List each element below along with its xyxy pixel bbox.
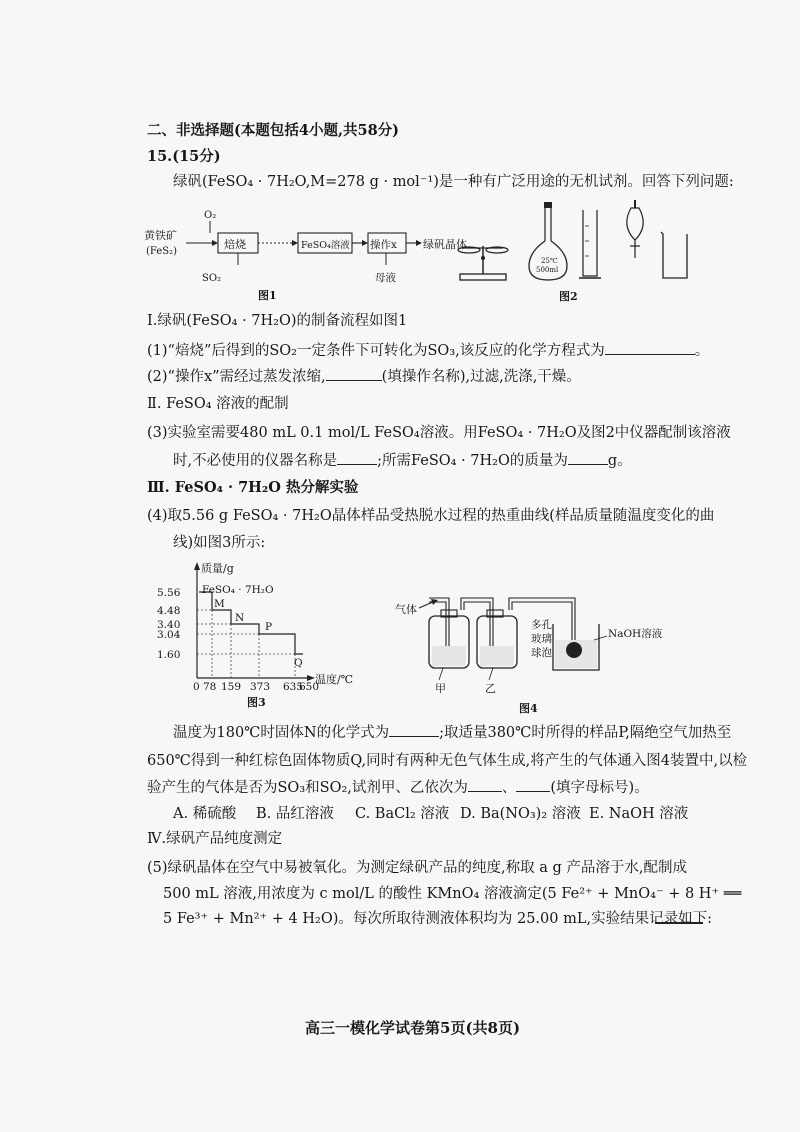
figure2-instruments	[455, 196, 695, 306]
q1-end: 。	[694, 343, 710, 359]
y-axis-label: 质量/g	[201, 562, 234, 575]
x-tick-label: 0	[193, 681, 200, 693]
solution-label: FeSO₄溶液	[301, 240, 350, 251]
q4-option-b: B. 品红溶液	[256, 806, 334, 822]
figure4-caption: 图4	[519, 702, 538, 715]
volumetric-flask-icon	[529, 202, 567, 280]
porous-label-3: 球泡	[531, 647, 552, 659]
y-tick-label: 5.56	[157, 587, 181, 599]
q1-answer-blank[interactable]	[605, 354, 695, 355]
series-label: FeSO₄ · 7H₂O	[202, 584, 274, 596]
x-tick-label: 650	[299, 681, 320, 693]
beaker-icon	[661, 232, 687, 278]
separatory-funnel-icon	[627, 200, 643, 258]
jia-label: 甲	[435, 682, 446, 695]
q2-stem: (2)“操作x”需经过蒸发浓缩,	[147, 369, 326, 385]
x-tick-label: 635	[283, 681, 304, 693]
gas-label: 气体	[395, 603, 417, 616]
x-tick-label: 159	[221, 681, 242, 693]
q4-line1: (4)取5.56 g FeSO₄ · 7H₂O晶体样品受热脱水过程的热重曲线(样品质量随温度变化的曲	[147, 508, 715, 524]
q4-option-a: A. 稀硫酸	[173, 806, 237, 822]
porous-bulb-icon	[566, 642, 582, 658]
q5-line3: 5 Fe³⁺ + Mn²⁺ + 4 H₂O)。每次所取待测液体积均为 25.00 mL,实验结果记录如下:	[163, 911, 712, 927]
naoh-beaker	[553, 624, 599, 670]
operation-label: 操作x	[370, 239, 397, 251]
q5-line1: (5)绿矾晶体在空气中易被氧化。为测定绿矾产品的纯度,称取 a g 产品溶于水,配制成	[147, 860, 688, 876]
bottle-yi	[477, 610, 517, 668]
ore-formula: (FeS₂)	[146, 246, 177, 257]
q4-reagent-jia-blank[interactable]	[468, 791, 502, 792]
balance-icon	[458, 246, 508, 280]
q4-stem-c: 验产生的气体是否为SO₃和SO₂,试剂甲、乙依次为	[147, 780, 468, 796]
q3-instrument-blank[interactable]	[337, 464, 377, 465]
q4-option-d: D. Ba(NO₃)₂ 溶液	[460, 806, 581, 822]
arrow-head	[212, 240, 218, 246]
q3-unit: g。	[607, 453, 632, 469]
part4-heading: Ⅳ.绿矾产品纯度测定	[147, 831, 283, 847]
q4-line2: 线)如图3所示:	[173, 535, 266, 551]
section-heading: 二、非选择题(本题包括4小题,共58分)	[147, 122, 400, 139]
q4-option-c: C. BaCl₂ 溶液	[355, 806, 450, 822]
figure4-apparatus	[393, 586, 698, 716]
q2-answer-blank[interactable]	[326, 380, 382, 381]
figure2-caption: 图2	[559, 290, 578, 303]
figure3-chart	[155, 560, 380, 710]
q4-option-e: E. NaOH 溶液	[589, 806, 689, 822]
q4-reagent-yi-blank[interactable]	[516, 791, 550, 792]
porous-label-2: 玻璃	[531, 633, 552, 645]
q4-cont-line3	[147, 778, 649, 798]
q4-stem-a: 温度为180℃时固体N的化学式为	[173, 725, 390, 741]
q4-formula-blank[interactable]	[389, 736, 439, 737]
o2-label: O₂	[204, 210, 217, 221]
graduated-cylinder-icon	[579, 210, 601, 278]
point-label-p: P	[265, 621, 273, 633]
roast-label: 焙烧	[224, 238, 246, 251]
point-label-n: N	[235, 612, 245, 624]
y-tick-label: 3.40	[157, 619, 181, 631]
page-footer: 高三一模化学试卷第5页(共8页)	[305, 1019, 521, 1037]
q1-stem: (1)“焙烧”后得到的SO₂一定条件下可转化为SO₃,该反应的化学方程式为	[147, 343, 605, 359]
q3-line1: (3)实验室需要480 mL 0.1 mol/L FeSO₄溶液。用FeSO₄ · 7H₂O及图2中仪器配制该溶液	[147, 425, 731, 441]
x-tick-label: 78	[203, 681, 217, 693]
q1-text	[147, 341, 709, 361]
part3-heading: Ⅲ. FeSO₄ · 7H₂O 热分解实验	[147, 479, 359, 496]
so2-label: SO₂	[202, 273, 222, 284]
q4-sep: 、	[501, 780, 517, 796]
flask-volume: 500ml	[536, 266, 559, 274]
q3-mass-blank[interactable]	[568, 464, 608, 465]
y-tick-label: 4.48	[157, 605, 181, 617]
q3-stem-b: ;所需FeSO₄ · 7H₂O的质量为	[377, 453, 568, 469]
naoh-label: NaOH溶液	[608, 628, 663, 640]
figure3-caption: 图3	[247, 696, 266, 709]
q4-stem-b: ;取适量380℃时所得的样品P,隔绝空气加热至	[439, 725, 732, 741]
point-label-m: M	[214, 598, 225, 610]
q3-line2	[173, 451, 632, 471]
part1-heading: Ⅰ.绿矾(FeSO₄ · 7H₂O)的制备流程如图1	[147, 313, 408, 329]
q3-stem-a: 时,不必使用的仪器名称是	[173, 453, 338, 469]
flask-temp: 25℃	[541, 257, 558, 265]
q2-rest: (填操作名称),过滤,洗涤,干燥。	[381, 369, 581, 385]
x-tick-label: 373	[250, 681, 271, 693]
figure1-flowchart	[142, 203, 442, 303]
yi-label: 乙	[485, 682, 496, 695]
y-tick-label: 3.04	[157, 629, 181, 641]
question-intro: 绿矾(FeSO₄ · 7H₂O,M=278 g · mol⁻¹)是一种有广泛用途的无机试剂。回答下列问题:	[173, 174, 734, 190]
ore-label: 黄铁矿	[144, 229, 177, 242]
x-axis-label: 温度/℃	[315, 673, 354, 686]
figure1-caption: 图1	[258, 289, 277, 302]
q5-trailing-rule	[655, 922, 703, 924]
product-label: 绿矾晶体	[423, 238, 467, 251]
y-tick-label: 1.60	[157, 649, 181, 661]
q4-stem-d: (填字母标号)。	[550, 780, 649, 796]
part2-heading: Ⅱ. FeSO₄ 溶液的配制	[147, 396, 289, 412]
q4-cont-line1	[173, 723, 731, 743]
q2-text	[147, 367, 581, 387]
question-number: 15.(15分)	[147, 148, 221, 165]
q5-line2: 500 mL 溶液,用浓度为 c mol/L 的酸性 KMnO₄ 溶液滴定(5 Fe²⁺ + MnO₄⁻ + 8 H⁺ ══	[163, 886, 742, 902]
mother-liquor-label: 母液	[375, 272, 396, 284]
point-label-q: Q	[294, 657, 303, 669]
q4-cont-line2: 650℃得到一种红棕色固体物质Q,同时有两种无色气体生成,将产生的气体通入图4装置中,以检	[147, 753, 748, 769]
porous-label-1: 多孔	[531, 619, 552, 631]
